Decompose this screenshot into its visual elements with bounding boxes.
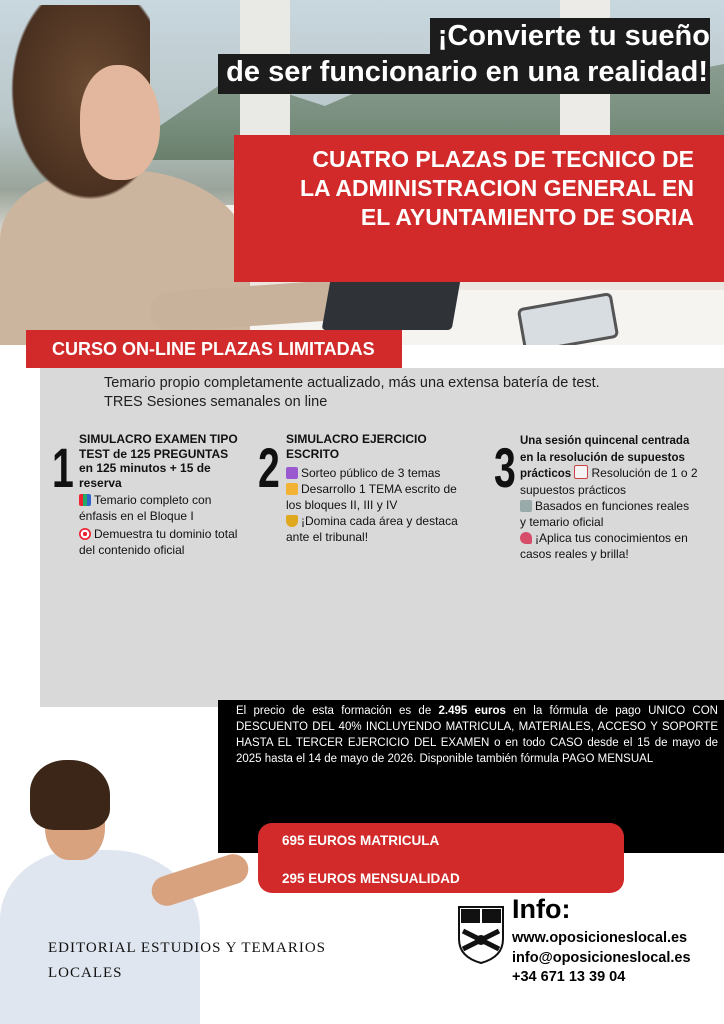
pricing-text-part: en la fórmula de pago UNICO CON DESCUENTO DEL 40% INCLUYENDO MATRICULA, MATERIALES, ACCESO Y SOPORTE HASTA EL TERCER EJERCICIO DEL EXAMEN o en todo CASO desde el 15 de mayo de 2025 hasta el 14 de mayo de 2026. Disponible también fórmula PAGO MENSUAL bbox=[236, 705, 718, 765]
list-item bbox=[520, 530, 698, 562]
intro-line: TRES Sesiones semanales on line bbox=[104, 394, 328, 410]
step-number: 1 bbox=[52, 436, 74, 499]
title-line: LA ADMINISTRACION GENERAL EN bbox=[300, 175, 694, 201]
step-number: 2 bbox=[258, 436, 280, 499]
title-line: CUATRO PLAZAS DE TECNICO DE bbox=[312, 146, 694, 172]
memo-icon bbox=[574, 465, 588, 479]
column-3 bbox=[520, 432, 698, 562]
list-item bbox=[286, 481, 466, 513]
headline-line-1: ¡Convierte tu sueño bbox=[437, 20, 710, 52]
pricing-text-part: El precio de esta formación es de bbox=[236, 705, 439, 717]
column-title: SIMULACRO EXAMEN TIPO TEST de 125 PREGUNTAS en 125 minutos + 15 de reserva bbox=[79, 432, 238, 490]
monthly-fee: 295 EUROS MENSUALIDAD bbox=[282, 871, 460, 886]
headline-line-2: de ser funcionario en una realidad! bbox=[226, 56, 708, 88]
enrollment-fee: 695 EUROS MATRICULA bbox=[282, 833, 440, 848]
list-item bbox=[520, 498, 698, 530]
email-link[interactable]: info@oposicioneslocal.es bbox=[512, 950, 691, 966]
phone-number[interactable]: +34 671 13 39 04 bbox=[512, 969, 626, 985]
target-icon bbox=[79, 528, 91, 540]
list-item bbox=[286, 513, 466, 545]
books-icon bbox=[79, 494, 91, 506]
info-heading: Info: bbox=[512, 894, 571, 924]
column-title: SIMULACRO EJERCICIO ESCRITO bbox=[286, 432, 427, 461]
item-text: ¡Domina cada área y destaca ante el tribunal! bbox=[286, 514, 458, 544]
man-hair bbox=[30, 760, 110, 830]
publisher-line: EDITORIAL ESTUDIOS Y TEMARIOS bbox=[48, 940, 327, 956]
coat-of-arms-icon bbox=[457, 905, 505, 965]
list-item bbox=[286, 465, 466, 481]
publisher-name bbox=[48, 936, 326, 986]
title-line: EL AYUNTAMIENTO DE SORIA bbox=[360, 204, 694, 230]
pricing-text bbox=[236, 703, 718, 767]
item-text: Resolución de 1 o 2 supuestos prácticos bbox=[520, 466, 698, 497]
rocket-icon bbox=[520, 532, 532, 544]
intro-line: Temario propio completamente actualizado, más una extensa batería de test. bbox=[104, 375, 600, 391]
item-text: Basados en funciones reales y temario oficial bbox=[520, 498, 690, 529]
bank-icon bbox=[520, 500, 532, 512]
writing-hand-icon bbox=[286, 483, 298, 495]
course-banner-label: CURSO ON-LINE PLAZAS LIMITADAS bbox=[52, 339, 375, 359]
dice-icon bbox=[286, 467, 298, 479]
step-number: 3 bbox=[494, 436, 516, 499]
website-link[interactable]: www.oposicioneslocal.es bbox=[512, 930, 688, 946]
column-2 bbox=[286, 432, 466, 545]
column-title: Una sesión quincenal centrada en la resolución de supuestos prácticos bbox=[520, 435, 690, 480]
list-item bbox=[79, 526, 239, 558]
item-text: Temario completo con énfasis en el Bloque I bbox=[79, 493, 212, 523]
page-title bbox=[240, 145, 694, 232]
man-pointing-arm bbox=[148, 850, 252, 909]
trophy-icon bbox=[286, 515, 298, 527]
column-1 bbox=[79, 432, 239, 558]
list-item bbox=[79, 492, 239, 524]
item-text: Demuestra tu dominio total del contenido oficial bbox=[79, 527, 238, 557]
woman-face bbox=[80, 65, 160, 180]
publisher-line: LOCALES bbox=[48, 965, 123, 981]
item-text: Sorteo público de 3 temas bbox=[301, 466, 441, 480]
item-text: ¡Aplica tus conocimientos en casos reales y brilla! bbox=[520, 530, 688, 561]
item-text: Desarrollo 1 TEMA escrito de los bloques II, III y IV bbox=[286, 482, 457, 512]
pricing-amount: 2.495 euros bbox=[438, 705, 506, 717]
